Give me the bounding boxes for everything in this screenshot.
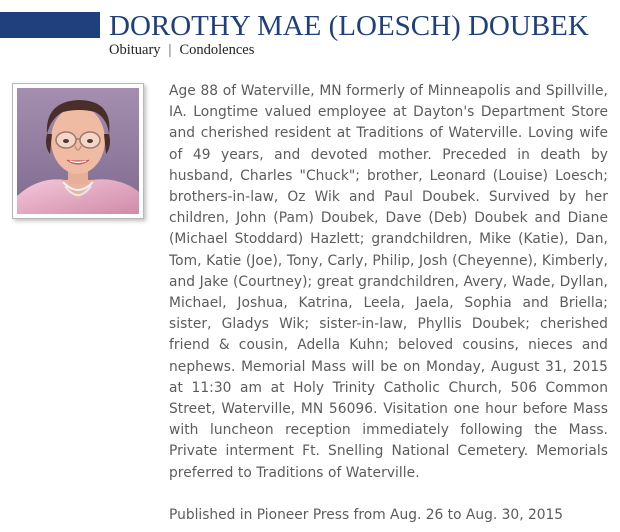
page-title: DOROTHY MAE (LOESCH) DOUBEK — [109, 10, 589, 42]
nav-separator: | — [168, 42, 172, 58]
header-accent-bar — [0, 12, 100, 38]
obituary-nav — [109, 42, 254, 59]
published-notice: Published in Pioneer Press from Aug. 26 to Aug. 30, 2015 — [169, 507, 564, 523]
tab-condolences[interactable]: Condolences — [179, 42, 255, 58]
obituary-text: Age 88 of Waterville, MN formerly of Minneapolis and Spillville, IA. Longtime valued employee at Dayton's Department Store and cherished resident at Traditions of Waterville. Loving wife of 49 years, and devoted mother. Preceded in death by husband, Charles "Chuck"; brother, Leonard (Louise) Loesch; brothers-in-law, Oz Wik and Paul Doubek. Survived by her children, John (Pam) Doubek, Dave (Deb) Doubek and Diane (Michael Stoddard) Hazlett; grandchildren, Mike (Katie), Dan, Tom, Katie (Joe), Tony, Carly, Philip, Josh (Cheyenne), Kimberly, and Jake (Courtney); great grandchildren, Avery, Wade, Dyllan, Michael, Joshua, Katrina, Leela, Jaela, Sophia and Briella; sister, Gladys Wik; sister-in-law, Phyllis Doubek; cherished friend & cousin, Adella Kuhn; beloved cousins, nieces and nephews. Memorial Mass will be on Monday, August 31, 2015 at 11:30 am at Holy Trinity Catholic Church, 506 Common Street, Waterville, MN 56096. Visitation one hour before Mass with luncheon reception immediately following the Mass. Private interment Ft. Snelling National Cemetery. Memorials preferred to Traditions of Waterville. — [169, 83, 608, 481]
portrait-photo — [12, 83, 144, 219]
tab-obituary[interactable]: Obituary — [109, 42, 161, 58]
portrait-image — [17, 88, 139, 214]
